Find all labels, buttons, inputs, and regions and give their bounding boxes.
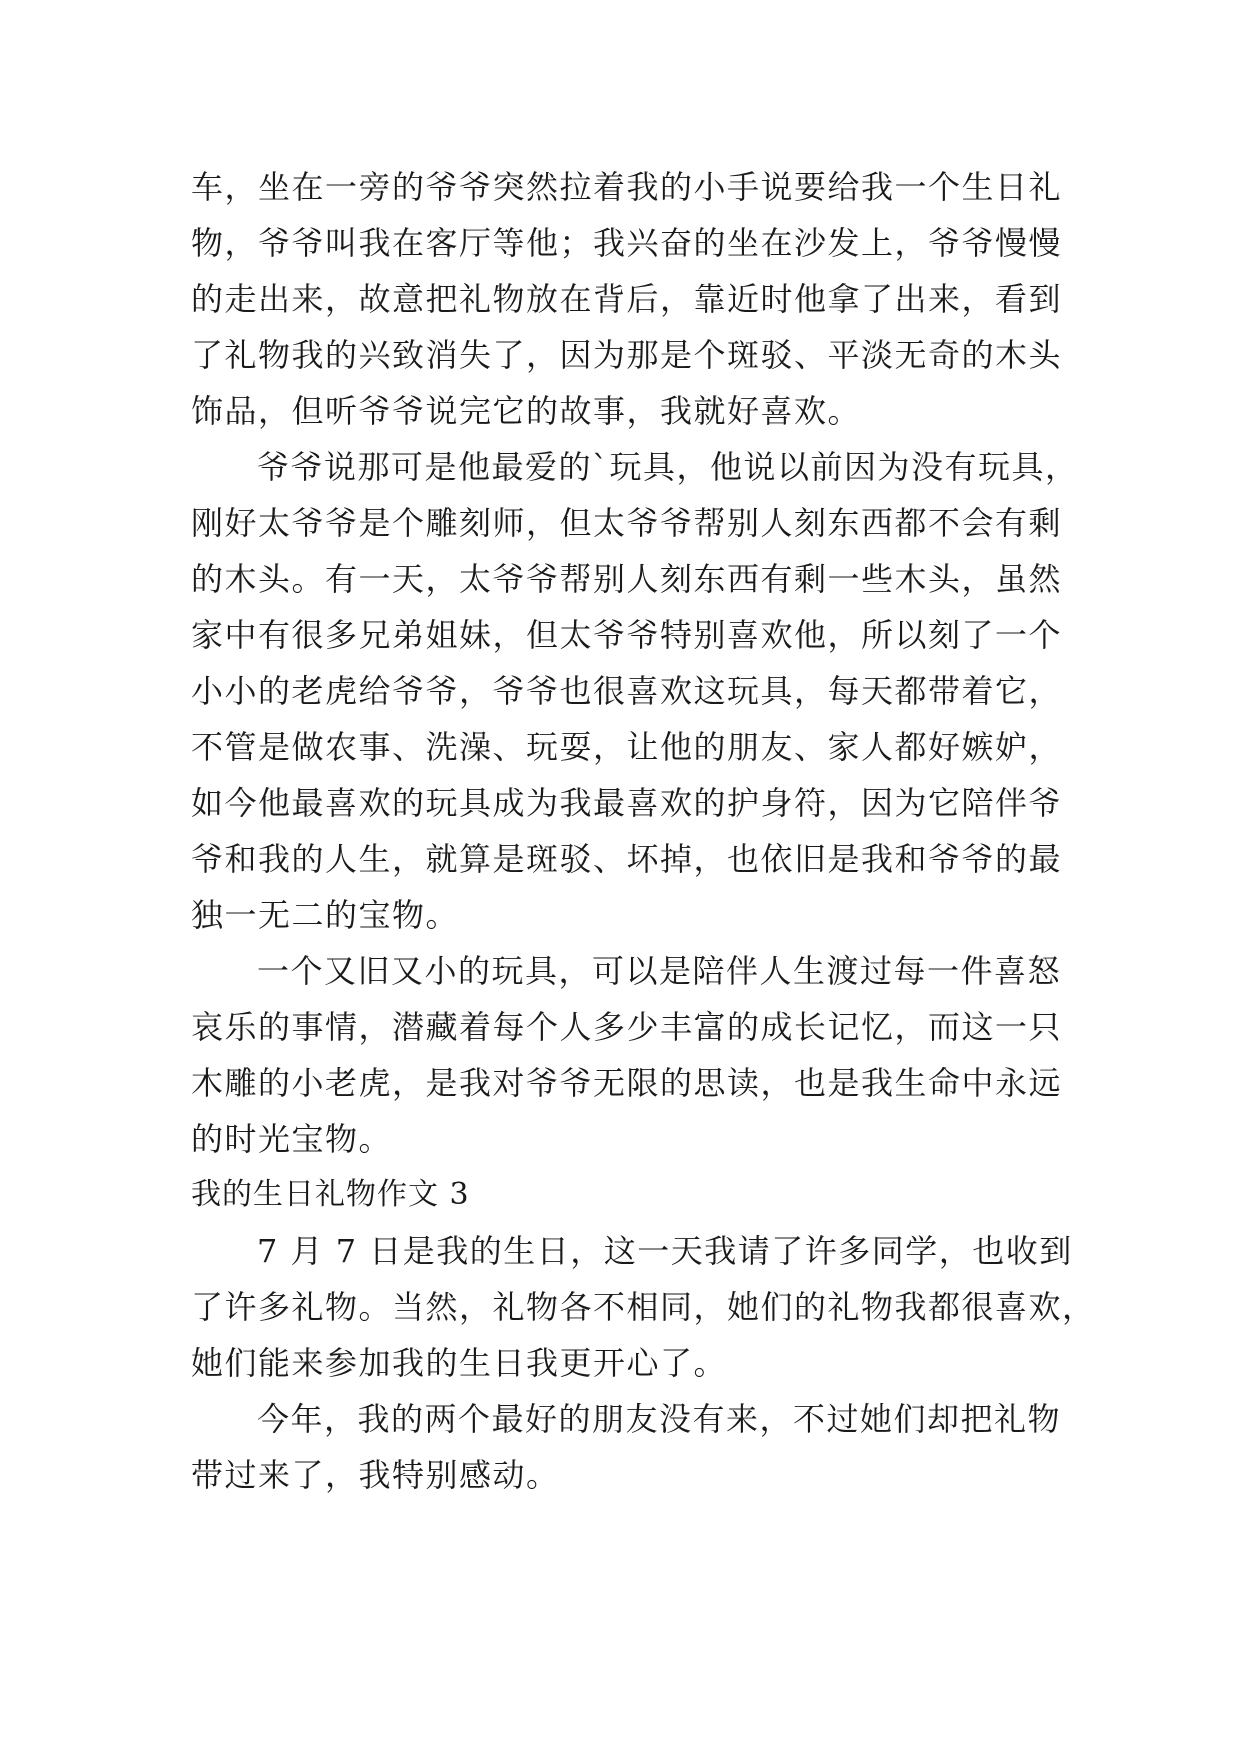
paragraph-start-line: 7 月 7 日是我的生日，这一天我请了许多同学，也收到 bbox=[257, 1232, 1073, 1270]
text-line: 不管是做农事、洗澡、玩耍，让他的朋友、家人都好嫉妒， bbox=[191, 728, 1063, 766]
paragraph-start-line: 爷爷说那可是他最爱的`玩具，他说以前因为没有玩具， bbox=[257, 448, 1079, 486]
text-line: 哀乐的事情，潜藏着每个人多少丰富的成长记忆，而这一只 bbox=[191, 1008, 1063, 1046]
text-line: 了许多礼物。当然，礼物各不相同，她们的礼物我都很喜欢， bbox=[191, 1288, 1096, 1326]
paragraph-start-line: 今年，我的两个最好的朋友没有来，不过她们却把礼物 bbox=[257, 1400, 1062, 1438]
text-line: 带过来了，我特别感动。 bbox=[191, 1456, 560, 1494]
text-line: 小小的老虎给爷爷，爷爷也很喜欢这玩具，每天都带着它， bbox=[191, 672, 1063, 710]
text-line: 爷和我的人生，就算是斑驳、坏掉，也依旧是我和爷爷的最 bbox=[191, 840, 1063, 878]
text-line: 木雕的小老虎，是我对爷爷无限的思读，也是我生命中永远 bbox=[191, 1064, 1063, 1102]
text-line: 刚好太爷爷是个雕刻师，但太爷爷帮别人刻东西都不会有剩 bbox=[191, 504, 1063, 542]
text-line: 的时光宝物。 bbox=[191, 1120, 393, 1158]
section-heading: 我的生日礼物作文 3 bbox=[191, 1177, 470, 1212]
text-line: 如今他最喜欢的玩具成为我最喜欢的护身符，因为它陪伴爷 bbox=[191, 784, 1063, 822]
paragraph-start-line: 一个又旧又小的玩具，可以是陪伴人生渡过每一件喜怒 bbox=[257, 952, 1062, 990]
text-line: 了礼物我的兴致消失了，因为那是个斑驳、平淡无奇的木头 bbox=[191, 336, 1063, 374]
text-line: 物，爷爷叫我在客厅等他；我兴奋的坐在沙发上，爷爷慢慢 bbox=[191, 224, 1063, 262]
text-line: 独一无二的宝物。 bbox=[191, 896, 460, 934]
text-line: 的木头。有一天，太爷爷帮别人刻东西有剩一些木头，虽然 bbox=[191, 560, 1063, 598]
text-line: 饰品，但听爷爷说完它的故事，我就好喜欢。 bbox=[191, 392, 862, 430]
text-line: 车，坐在一旁的爷爷突然拉着我的小手说要给我一个生日礼 bbox=[191, 168, 1063, 206]
text-line: 的走出来，故意把礼物放在背后，靠近时他拿了出来，看到 bbox=[191, 280, 1063, 318]
document-body bbox=[191, 159, 1096, 1503]
text-line: 她们能来参加我的生日我更开心了。 bbox=[191, 1344, 728, 1382]
text-line: 家中有很多兄弟姐妹，但太爷爷特别喜欢他，所以刻了一个 bbox=[191, 616, 1063, 654]
